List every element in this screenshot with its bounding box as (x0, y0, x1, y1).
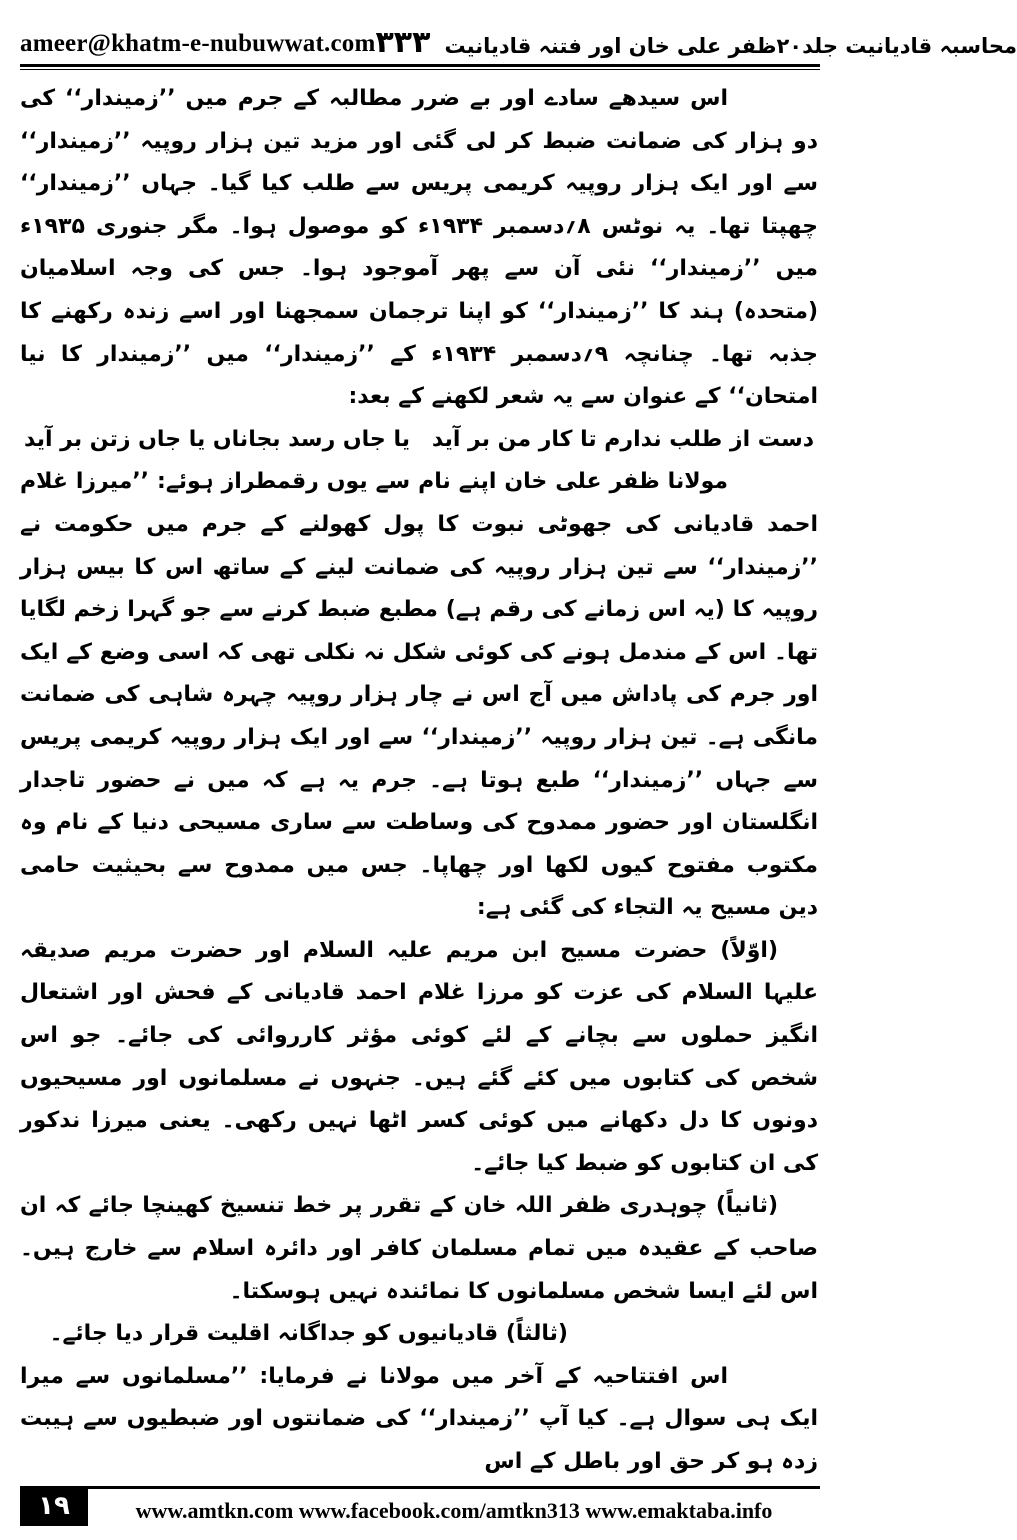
paragraph-1: اس سیدھے سادے اور بے ضرر مطالبہ کے جرم میں ’’زمیندار‘‘ کی دو ہزار کی ضمانت ضبط کر لی گئی اور مزید تین ہزار روپیہ ’’زمیندار‘‘ سے اور ایک ہزار روپیہ کریمی پریس سے طلب کیا گیا۔ جہاں ’’زمیندار‘‘ چھپتا تھا۔ یہ نوٹس ۸؍دسمبر ۱۹۳۴ء کو موصول ہوا۔ مگر جنوری ۱۹۳۵ء میں ’’زمیندار‘‘ نئی آن سے پھر آموجود ہوا۔ جس کی وجہ اسلامیان (متحدہ) ہند کا ’’زمیندار‘‘ کو اپنا ترجمان سمجھنا اور اسے زندہ رکھنے کا جذبہ تھا۔ چنانچہ ۹؍دسمبر ۱۹۳۴ء کے ’’زمیندار‘‘ میں ’’زمیندار کا نیا امتحان‘‘ کے عنوان سے یہ شعر لکھنے کے بعد: (20, 86, 819, 410)
point-first: (اوّلاً) حضرت مسیح ابن مریم علیہ السلام اور حضرت مریم صدیقہ علیہا السلام کی عزت کو مرزا غلام احمد قادیانی کے فحش اور اشتعال انگیز حملوں سے بچانے کے لئے کوئی مؤثر کارروائی کی جائے۔ جو اس شخص کی کتابوں میں کئے گئے ہیں۔ جنہوں نے مسلمانوں اور مسیحیوں دونوں کا دل دکھانے میں کوئی کسر اٹھا نہیں رکھی۔ یعنی میرزا ندکور کی ان کتابوں کو ضبط کیا جائے۔ (20, 937, 818, 1176)
header-title: محاسبہ قادیانیت جلد۲۰ظفر علی خان اور فتنہ قادیانیت (444, 34, 1017, 58)
footer-page-number: ۱۹ (20, 1486, 88, 1526)
header-rule-thin (20, 69, 820, 70)
header-rule (20, 64, 820, 67)
persian-couplet (20, 419, 818, 462)
point-third: (ثالثاً) قادیانیوں کو جداگانہ اقلیت قرار دیا جائے۔ (49, 1321, 568, 1347)
header-email[interactable]: ameer@khatm-e-nubuwwat.com (20, 30, 376, 57)
header-page-number: ۳۳۳ (375, 25, 431, 60)
paragraph-2: مولانا ظفر علی خان اپنے نام سے یوں رقمطراز ہوئے: ’’میرزا غلام احمد قادیانی کی جھوٹی نبوت کا پول کھولنے کے جرم میں حکومت نے ’’زمیندار‘‘ سے تین ہزار روپیہ کی ضمانت لینے کے ساتھ اس کا بیس ہزار روپیہ کا (یہ اس زمانے کی رقم ہے) مطبع ضبط کرنے سے جو گہرا زخم لگایا تھا۔ اس کے مندمل ہونے کی کوئی شکل نہ نکلی تھی کہ اسی وضع کے ایک اور جرم کی پاداش میں آج اس نے چار ہزار روپیہ چہرہ شاہی کی ضمانت مانگی ہے۔ تین ہزار روپیہ ’’زمیندار‘‘ سے اور ایک ہزار روپیہ کریمی پریس سے جہاں ’’زمیندار‘‘ طبع ہوتا ہے۔ جرم یہ ہے کہ میں نے حضور تاجدار انگلستان اور حضور ممدوح کی وساطت سے ساری مسیحی دنیا کے نام وہ مکتوب مفتوح کیوں لکھا اور چھاپا۔ جس میں ممدوح سے بحیثیت حامی دین مسیح یہ التجاء کی گئی ہے: (20, 469, 818, 921)
body-text (20, 78, 818, 1484)
footer-links[interactable]: www.amtkn.com www.facebook.com/amtkn313 www.emaktaba.info (135, 1497, 773, 1523)
header-right (375, 25, 1017, 64)
footer-bar (88, 1486, 820, 1526)
page-header (20, 8, 1017, 64)
couplet-second-line: یا جاں رسد بجاناں یا جاں زتن بر آید (24, 426, 410, 452)
closing-paragraph: اس افتتاحیہ کے آخر میں مولانا نے فرمایا: ’’مسلمانوں سے میرا ایک ہی سوال ہے۔ کیا آپ ’’زمیندار‘‘ کی ضمانتوں اور ضبطیوں سے ہیبت زدہ ہو کر حق اور باطل کے اس (20, 1363, 818, 1474)
couplet-first-line: دست از طلب ندارم تا کار من بر آید (431, 426, 814, 452)
page-footer (20, 1486, 820, 1526)
point-second: (ثانیاً) چوہدری ظفر اللہ خان کے تقرر پر خط تنسیخ کھینچا جائے کہ ان صاحب کے عقیدہ میں تمام مسلمان کافر اور دائرہ اسلام سے خارج ہیں۔ اس لئے ایسا شخص مسلمانوں کا نمائندہ نہیں ہوسکتا۔ (20, 1193, 818, 1304)
